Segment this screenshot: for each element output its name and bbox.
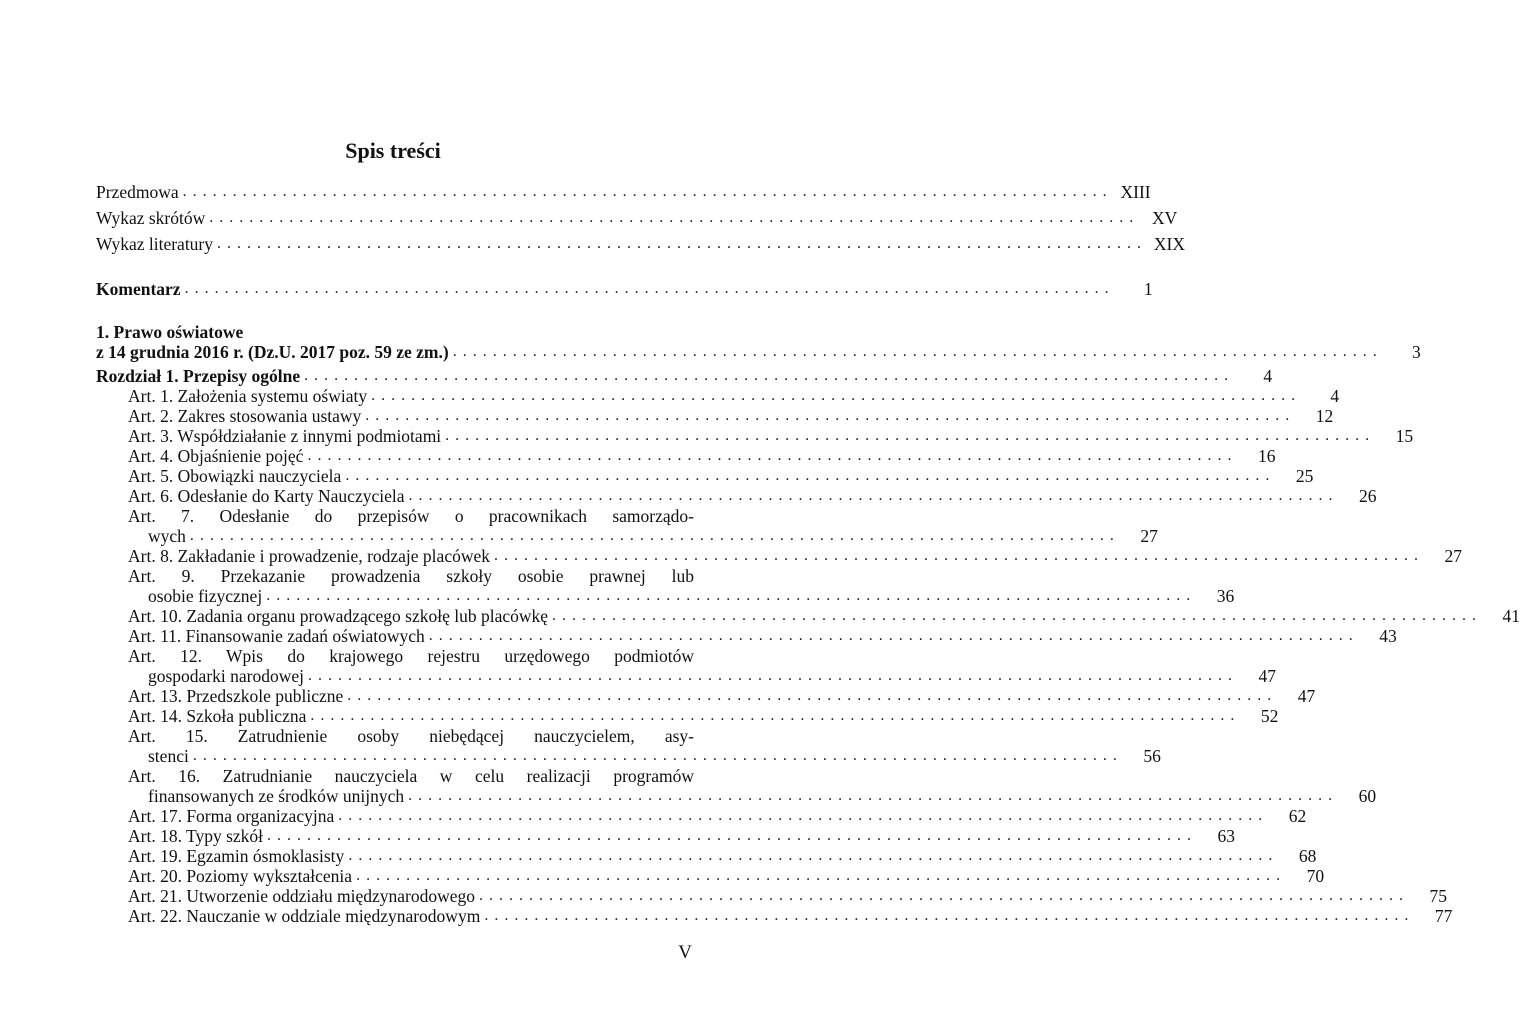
- toc-entry-label: Art. 4. Objaśnienie pojęć: [128, 446, 304, 466]
- toc-entry-page: 63: [1217, 826, 1236, 846]
- page-title: Spis treści: [345, 138, 441, 163]
- leader-dots: [190, 526, 1114, 546]
- toc-entry-label: Art. 13. Przedszkole publiczne: [128, 686, 344, 706]
- toc-entry-label: Wykaz literatury: [96, 234, 214, 254]
- toc-entry-wykaz-literatury[interactable]: [96, 228, 1186, 254]
- toc-entry-article[interactable]: [96, 846, 1317, 866]
- toc-entry-page: 4: [1263, 366, 1273, 386]
- page-number: V: [678, 942, 692, 963]
- toc-entry-label: Art. 22. Nauczanie w oddziale międzynarodowym: [128, 906, 481, 926]
- toc-entry-label: Art. 10. Zadania organu prowadzącego szkołę lub placówkę: [128, 606, 549, 626]
- toc-entry-article[interactable]: [96, 686, 1316, 706]
- leader-dots: [408, 786, 1332, 806]
- toc-entry-page: 27: [1140, 526, 1158, 546]
- toc-entry-article[interactable]: [96, 446, 1276, 466]
- toc-entry-article[interactable]: [96, 626, 1397, 646]
- toc-entry-page: 68: [1298, 846, 1317, 866]
- toc-entry-article[interactable]: [96, 646, 1277, 686]
- toc-entry-label: Art. 3. Współdziałanie z innymi podmiotami: [128, 426, 442, 446]
- toc-entry-page: 3: [1411, 342, 1421, 362]
- leader-dots: [209, 208, 1133, 228]
- leader-dots: [494, 546, 1418, 566]
- front-matter: [96, 176, 1186, 254]
- leader-dots: [484, 906, 1408, 926]
- toc-entry-article[interactable]: [96, 766, 1377, 806]
- toc-entry-wykaz-skrotow[interactable]: [96, 202, 1178, 228]
- toc-entry-label: Art. 20. Poziomy wykształcenia: [128, 866, 353, 886]
- toc-entry-page: 1: [1143, 279, 1153, 299]
- toc-entry-article[interactable]: [96, 546, 1462, 566]
- toc-entry-page: XIX: [1153, 234, 1186, 254]
- leader-dots: [445, 426, 1369, 446]
- toc-entry-label-line1: Art. 12. Wpis do krajowego rejestru urzędowego podmiotów: [128, 646, 694, 666]
- leader-dots: [371, 386, 1295, 406]
- leader-dots: [356, 866, 1280, 886]
- toc-entry-page: 26: [1359, 486, 1377, 506]
- toc-entry-page: XV: [1151, 208, 1178, 228]
- leader-dots: [453, 342, 1377, 362]
- leader-dots: [310, 706, 1234, 726]
- toc-entry-article[interactable]: [96, 506, 1158, 546]
- leader-dots: [307, 446, 1231, 466]
- toc-entry-page: 56: [1143, 746, 1161, 766]
- toc-entry-label: finansowanych ze środków unijnych: [148, 786, 405, 806]
- leader-dots: [183, 182, 1107, 202]
- toc-entry-page: 41: [1502, 606, 1520, 626]
- toc-entry-label: Art. 19. Egzamin ósmoklasisty: [128, 846, 345, 866]
- toc-entry-page: 60: [1358, 786, 1377, 806]
- act-title-line2-row: [96, 342, 1421, 362]
- toc-entry-page: 25: [1295, 466, 1314, 486]
- toc-entry-page: XIII: [1120, 182, 1151, 202]
- toc-entry-label: Art. 17. Forma organizacyjna: [128, 806, 335, 826]
- leader-dots: [552, 606, 1476, 626]
- toc-entry-line2-row: [128, 786, 1377, 806]
- toc-entry-label: Art. 5. Obowiązki nauczyciela: [128, 466, 342, 486]
- toc-entry-article[interactable]: [96, 466, 1314, 486]
- toc-entry-chapter-1[interactable]: [96, 366, 1273, 386]
- toc-entry-label: wych: [148, 526, 186, 546]
- toc-entry-page: 27: [1444, 546, 1462, 566]
- toc-entry-label-line1: Art. 7. Odesłanie do przepisów o pracownikach samorządo-: [128, 506, 694, 526]
- toc-entry-label: Art. 1. Założenia systemu oświaty: [128, 386, 368, 406]
- toc-entry-act[interactable]: [96, 322, 1421, 362]
- toc-entry-label: osobie fizycznej: [148, 586, 263, 606]
- toc-entry-page: 62: [1288, 806, 1307, 826]
- leader-dots: [348, 846, 1272, 866]
- leader-dots: [304, 366, 1228, 386]
- leader-dots: [185, 279, 1109, 299]
- toc-entry-label: Wykaz skrótów: [96, 208, 206, 228]
- toc-entry-article[interactable]: [96, 726, 1161, 766]
- toc-entry-article[interactable]: [96, 486, 1377, 506]
- leader-dots: [308, 666, 1232, 686]
- leader-dots: [217, 234, 1141, 254]
- toc-entry-page: 16: [1257, 446, 1276, 466]
- toc-entry-article[interactable]: [96, 386, 1340, 406]
- toc-entry-article[interactable]: [96, 426, 1414, 446]
- toc-entry-article[interactable]: [96, 826, 1236, 846]
- toc-entry-label: Art. 11. Finansowanie zadań oświatowych: [128, 626, 425, 646]
- toc-entry-label: Rozdział 1. Przepisy ogólne: [96, 366, 301, 386]
- toc-entry-page: 77: [1434, 906, 1453, 926]
- toc-entry-line2-row: [128, 746, 1161, 766]
- toc-entry-article[interactable]: [96, 566, 1235, 606]
- leader-dots: [338, 806, 1262, 826]
- toc-entry-page: 75: [1429, 886, 1447, 906]
- act-title-line1: 1. Prawo oświatowe: [96, 322, 244, 342]
- toc-entry-page: 47: [1258, 666, 1277, 686]
- leader-dots: [409, 486, 1333, 506]
- toc-entry-page: 12: [1315, 406, 1334, 426]
- leader-dots: [266, 586, 1190, 606]
- toc-entry-article[interactable]: [96, 606, 1520, 626]
- toc-entry-page: 15: [1395, 426, 1414, 446]
- toc-entry-page: 43: [1379, 626, 1397, 646]
- toc-entry-line2-row: [128, 666, 1277, 686]
- toc-entry-page: 47: [1297, 686, 1316, 706]
- toc-entry-label-line1: Art. 9. Przekazanie prowadzenia szkoły osobie prawnej lub: [128, 566, 694, 586]
- toc-entry-label: Art. 2. Zakres stosowania ustawy: [128, 406, 362, 426]
- toc-entry-label: gospodarki narodowej: [148, 666, 305, 686]
- toc-entry-label: Art. 6. Odesłanie do Karty Nauczyciela: [128, 486, 405, 506]
- leader-dots: [429, 626, 1353, 646]
- toc-entry-line2-row: [128, 526, 1158, 546]
- toc-entry-article[interactable]: [96, 886, 1447, 906]
- toc-entry-line2-row: [128, 586, 1235, 606]
- toc-entry-label: Art. 14. Szkoła publiczna: [128, 706, 307, 726]
- act-title-line2: z 14 grudnia 2016 r. (Dz.U. 2017 poz. 59 ze zm.): [96, 342, 449, 362]
- toc-entry-komentarz[interactable]: [96, 279, 1153, 299]
- toc-entry-article[interactable]: [96, 706, 1279, 726]
- article-list: [96, 386, 1520, 926]
- toc-entry-article[interactable]: [96, 806, 1307, 826]
- leader-dots: [267, 826, 1191, 846]
- toc-entry-page: 52: [1260, 706, 1279, 726]
- toc-entry-label: Art. 8. Zakładanie i prowadzenie, rodzaje placówek: [128, 546, 490, 566]
- toc-entry-label: Art. 21. Utworzenie oddziału międzynarodowego: [128, 886, 475, 906]
- toc-entry-label-line1: Art. 16. Zatrudnianie nauczyciela w celu realizacji programów: [128, 766, 694, 786]
- leader-dots: [193, 746, 1117, 766]
- toc-entry-page: 70: [1306, 866, 1325, 886]
- toc-entry-label: stenci: [148, 746, 189, 766]
- toc-entry-page: 4: [1330, 386, 1340, 406]
- toc-entry-label: Art. 18. Typy szkół: [128, 826, 264, 846]
- toc-entry-label: Przedmowa: [96, 182, 179, 202]
- leader-dots: [479, 886, 1403, 906]
- toc-entry-label-line1: Art. 15. Zatrudnienie osoby niebędącej nauczycielem, asy-: [128, 726, 694, 746]
- toc-entry-page: 36: [1216, 586, 1235, 606]
- toc-entry-label: Komentarz: [96, 279, 181, 299]
- toc-entry-przedmowa[interactable]: [96, 176, 1151, 202]
- leader-dots: [347, 686, 1271, 706]
- toc-entry-article[interactable]: [96, 866, 1325, 886]
- table-of-contents: [96, 176, 1520, 926]
- leader-dots: [345, 466, 1269, 486]
- leader-dots: [365, 406, 1289, 426]
- toc-entry-article[interactable]: [96, 406, 1334, 426]
- toc-entry-article[interactable]: [96, 906, 1453, 926]
